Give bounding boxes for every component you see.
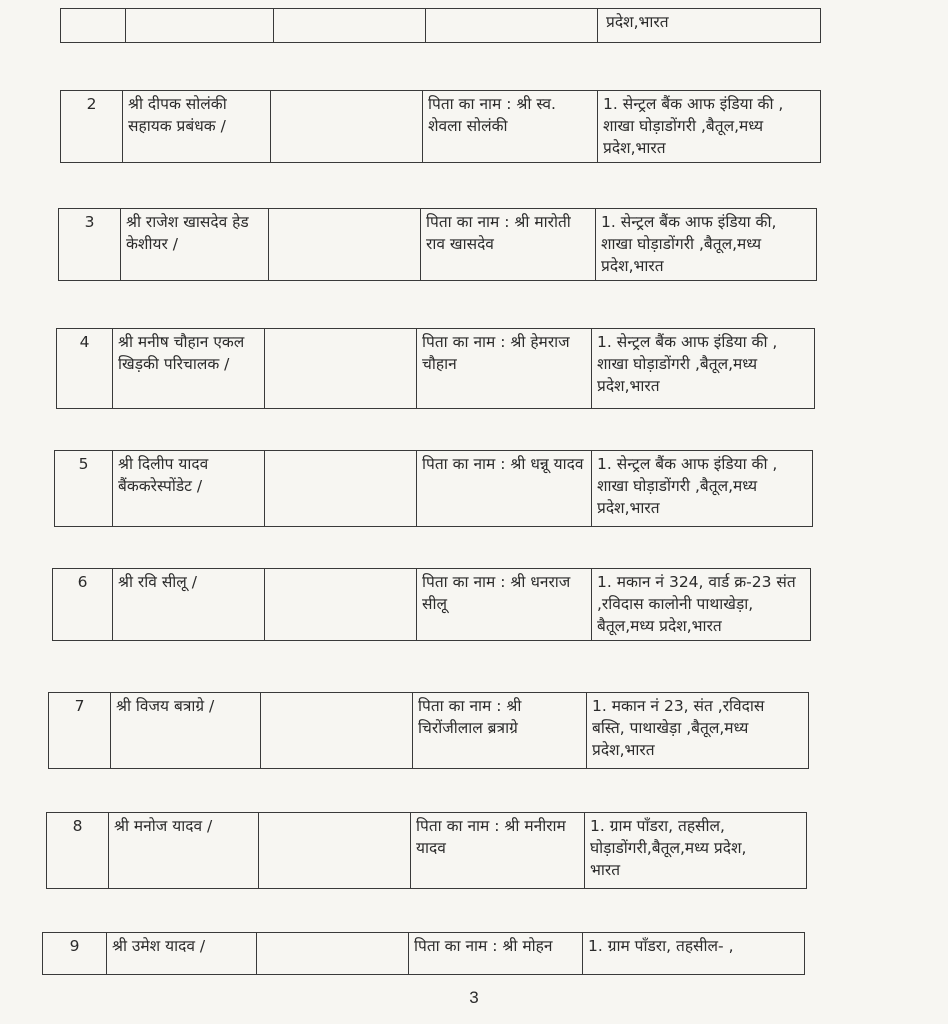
address: 1. ग्राम पाँडरा, तहसील- , xyxy=(583,933,805,975)
father-name: पिता का नाम : श्री स्व. शेवला सोलंकी xyxy=(423,91,598,163)
serial-number: 9 xyxy=(43,933,107,975)
father-name: पिता का नाम : श्री चिरोंजीलाल ब्रत्राग्रे xyxy=(413,693,587,769)
blank-cell xyxy=(261,693,413,769)
record-table-fragment xyxy=(60,8,821,43)
person-name-designation: श्री दीपक सोलंकी सहायक प्रबंधक / xyxy=(123,91,271,163)
person-name-designation: श्री मनोज यादव / xyxy=(109,813,259,889)
address: 1. सेन्ट्रल बैंक आफ इंडिया की, शाखा घोड़ाडोंगरी ,बैतूल,मध्य प्रदेश,भारत xyxy=(596,209,817,281)
serial-cell xyxy=(61,9,126,43)
table-row xyxy=(47,813,807,889)
serial-number: 7 xyxy=(49,693,111,769)
father-name: पिता का नाम : श्री मनीराम यादव xyxy=(411,813,585,889)
blank-cell xyxy=(265,329,417,409)
record-table xyxy=(48,692,809,769)
name-cell xyxy=(126,9,274,43)
table-row xyxy=(53,569,811,641)
address: 1. मकान नं 324, वार्ड क्र-23 संत ,रविदास कालोनी पाथाखेड़ा, बैतूल,मध्य प्रदेश,भारत xyxy=(592,569,811,641)
serial-number: 5 xyxy=(55,451,113,527)
person-name-designation: श्री दिलीप यादव बैंककरेस्पोंडेट / xyxy=(113,451,265,527)
table-row xyxy=(55,451,813,527)
blank-cell xyxy=(259,813,411,889)
blank-cell xyxy=(271,91,423,163)
person-name-designation: श्री विजय बत्राग्रे / xyxy=(111,693,261,769)
person-name-designation: श्री मनीष चौहान एकल खिड़की परिचालक / xyxy=(113,329,265,409)
record-table xyxy=(58,208,817,281)
father-name: पिता का नाम : श्री हेमराज चौहान xyxy=(417,329,592,409)
address: 1. सेन्ट्रल बैंक आफ इंडिया की , शाखा घोड़ाडोंगरी ,बैतूल,मध्य प्रदेश,भारत xyxy=(592,451,813,527)
father-name: पिता का नाम : श्री धनराज सीलू xyxy=(417,569,592,641)
serial-number: 4 xyxy=(57,329,113,409)
record-table xyxy=(52,568,811,641)
address: 1. सेन्ट्रल बैंक आफ इंडिया की , शाखा घोड़ाडोंगरी ,बैतूल,मध्य प्रदेश,भारत xyxy=(598,91,821,163)
serial-number: 2 xyxy=(61,91,123,163)
person-name-designation: श्री राजेश खासदेव हेड केशीयर / xyxy=(121,209,269,281)
record-table xyxy=(54,450,813,527)
table-row xyxy=(49,693,809,769)
father-name: पिता का नाम : श्री धन्नू यादव xyxy=(417,451,592,527)
record-table xyxy=(46,812,807,889)
blank-cell xyxy=(265,451,417,527)
father-name: पिता का नाम : श्री मोहन xyxy=(409,933,583,975)
table-row xyxy=(43,933,805,975)
person-name-designation: श्री उमेश यादव / xyxy=(107,933,257,975)
record-table xyxy=(42,932,805,975)
record-table xyxy=(56,328,815,409)
address: 1. सेन्ट्रल बैंक आफ इंडिया की , शाखा घोड़ाडोंगरी ,बैतूल,मध्य प्रदेश,भारत xyxy=(592,329,815,409)
father-cell xyxy=(426,9,598,43)
serial-number: 6 xyxy=(53,569,113,641)
address: 1. मकान नं 23, संत ,रविदास बस्ति, पाथाखेड़ा ,बैतूल,मध्य प्रदेश,भारत xyxy=(587,693,809,769)
address: 1. ग्राम पाँडरा, तहसील, घोड़ाडोंगरी,बैतूल,मध्य प्रदेश, भारत xyxy=(585,813,807,889)
record-table xyxy=(60,90,821,163)
blank-cell xyxy=(274,9,426,43)
blank-cell xyxy=(265,569,417,641)
table-row xyxy=(59,209,817,281)
father-name: पिता का नाम : श्री मारोती राव खासदेव xyxy=(421,209,596,281)
blank-cell xyxy=(269,209,421,281)
page-number: 3 xyxy=(469,988,479,1007)
table-row xyxy=(57,329,815,409)
table-row xyxy=(61,9,821,43)
blank-cell xyxy=(257,933,409,975)
address-cell: प्रदेश,भारत xyxy=(598,9,821,43)
person-name-designation: श्री रवि सीलू / xyxy=(113,569,265,641)
table-row xyxy=(61,91,821,163)
serial-number: 3 xyxy=(59,209,121,281)
serial-number: 8 xyxy=(47,813,109,889)
